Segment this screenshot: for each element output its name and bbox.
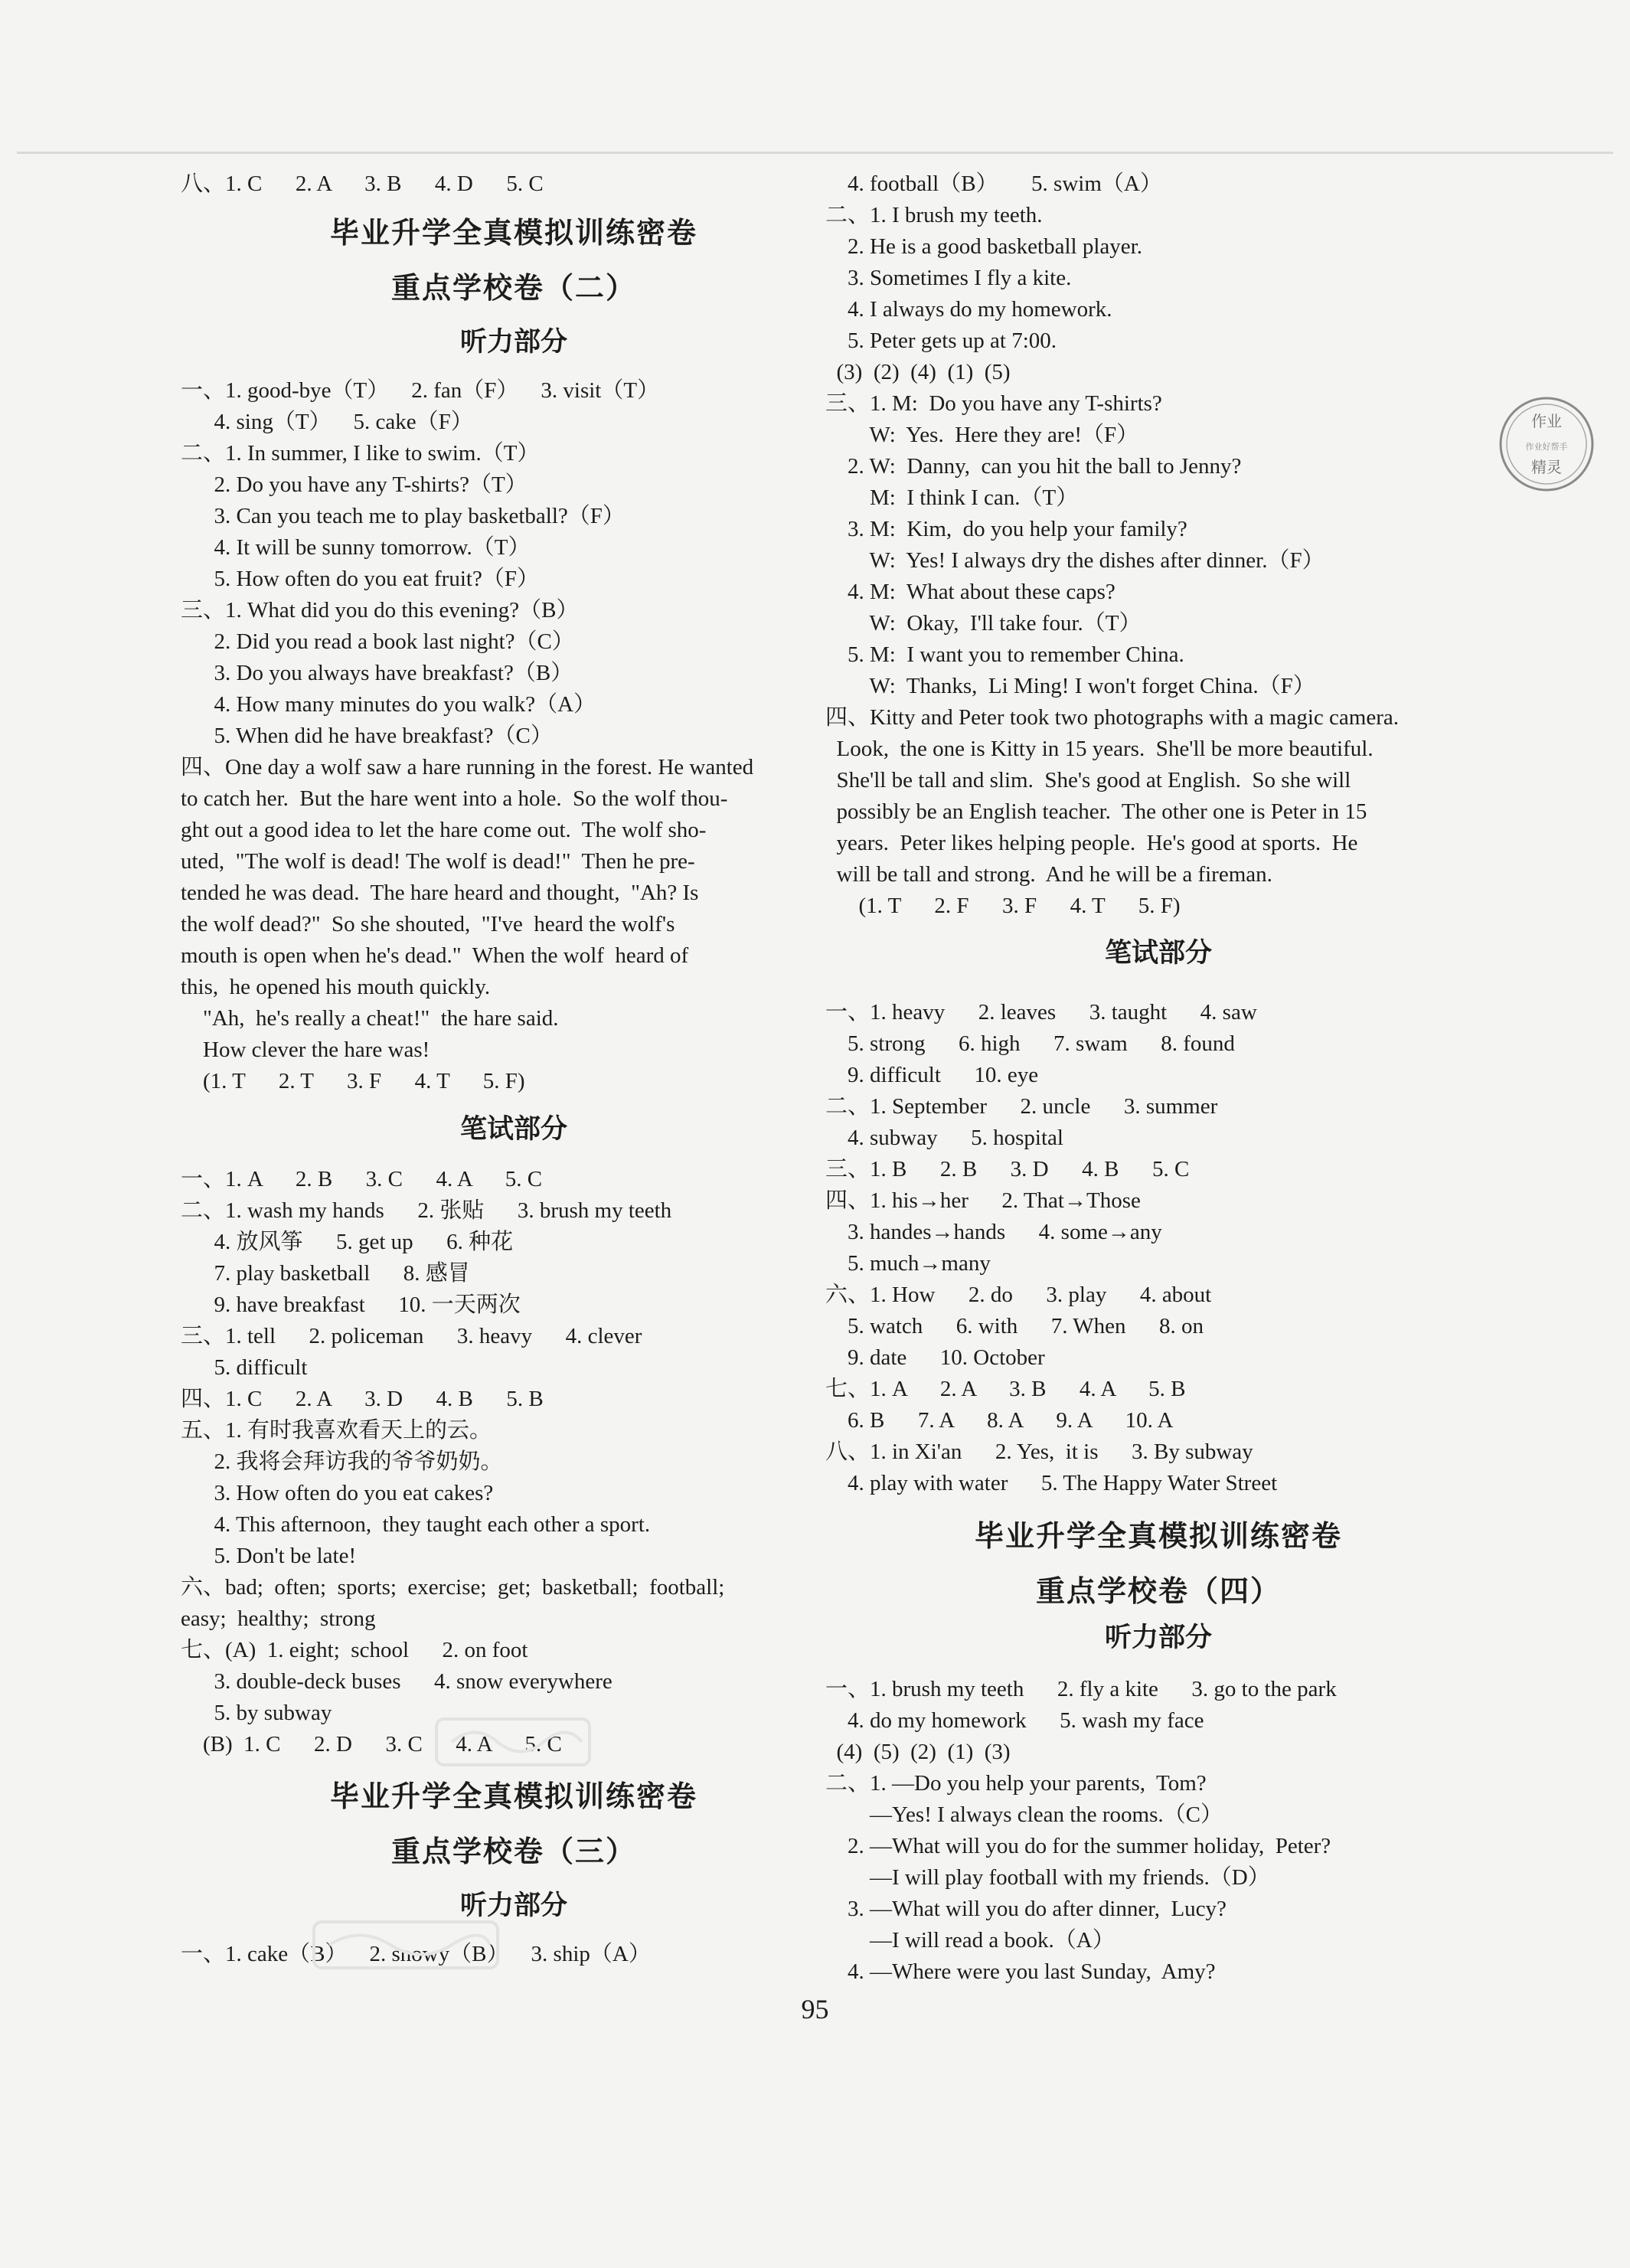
answer-line: 三、1. M: Do you have any T-shirts? bbox=[825, 391, 1162, 416]
answer-line: the wolf dead?" So she shouted, "I've heard the wolf's bbox=[181, 912, 675, 936]
answer-line: uted, "The wolf is dead! The wolf is dead!" Then he pre- bbox=[181, 849, 695, 874]
section-heading: 听力部分 bbox=[459, 1891, 567, 1921]
answer-line: 三、1. tell 2. policeman 3. heavy 4. clever bbox=[181, 1324, 642, 1348]
watermark-icon bbox=[429, 1711, 597, 1773]
answer-line: 3. Do you always have breakfast?（B） bbox=[181, 661, 573, 685]
exam-subtitle: 重点学校卷（四） bbox=[1035, 1574, 1281, 1608]
answer-line: (B) 1. C 2. D 3. C 4. A 5. C bbox=[181, 1732, 562, 1757]
answer-line: M: I think I can.（T） bbox=[825, 485, 1079, 510]
answer-line: 4. M: What about these caps? bbox=[825, 580, 1116, 604]
answer-line: 4. do my homework 5. wash my face bbox=[825, 1708, 1204, 1733]
answer-line: 4. 放风筝 5. get up 6. 种花 bbox=[181, 1230, 514, 1254]
answer-line: 5. difficult bbox=[181, 1355, 308, 1380]
answer-line: (4) (5) (2) (1) (3) bbox=[825, 1740, 1011, 1764]
answer-line: 八、1. in Xi'an 2. Yes, it is 3. By subway bbox=[825, 1440, 1253, 1464]
answer-line: 4. How many minutes do you walk?（A） bbox=[181, 692, 596, 717]
answer-line: 3. handes→hands 4. some→any bbox=[825, 1220, 1162, 1244]
answer-line: Look, the one is Kitty in 15 years. She'll be more beautiful. bbox=[825, 737, 1374, 761]
answer-line: this, he opened his mouth quickly. bbox=[181, 975, 491, 999]
answer-line: 一、1. cake（B） 2. snowy（B） 3. ship（A） bbox=[181, 1942, 651, 1966]
answer-line: 二、1. In summer, I like to swim.（T） bbox=[181, 441, 540, 466]
answer-line: 4. subway 5. hospital bbox=[825, 1126, 1063, 1150]
answer-line: —Yes! I always clean the rooms.（C） bbox=[825, 1802, 1223, 1827]
answer-line: 七、(A) 1. eight; school 2. on foot bbox=[181, 1638, 528, 1662]
answer-line: 5. Peter gets up at 7:00. bbox=[825, 328, 1057, 353]
answer-line: 四、1. his→her 2. That→Those bbox=[825, 1188, 1141, 1213]
answer-line: W: Yes. Here they are!（F） bbox=[825, 423, 1139, 447]
answer-line: 七、1. A 2. A 3. B 4. A 5. B bbox=[825, 1377, 1186, 1401]
answer-line: 3. How often do you eat cakes? bbox=[181, 1481, 494, 1505]
answer-line: 4. I always do my homework. bbox=[825, 297, 1112, 322]
answer-line: ght out a good idea to let the hare come out. The wolf sho- bbox=[181, 818, 707, 842]
exam-title: 毕业升学全真模拟训练密卷 bbox=[329, 216, 697, 250]
answer-line: 四、1. C 2. A 3. D 4. B 5. B bbox=[181, 1387, 544, 1411]
answer-line: 二、1. September 2. uncle 3. summer bbox=[825, 1094, 1218, 1119]
answer-line: She'll be tall and slim. She's good at English. So she will bbox=[825, 768, 1351, 792]
answer-line: 7. play basketball 8. 感冒 bbox=[181, 1261, 470, 1286]
answer-line: —I will read a book.（A） bbox=[825, 1928, 1115, 1953]
answer-line: 9. have breakfast 10. 一天两次 bbox=[181, 1292, 521, 1317]
answer-line: 4. —Where were you last Sunday, Amy? bbox=[825, 1959, 1216, 1984]
stamp-top-text: 作业 bbox=[1531, 412, 1562, 430]
exam-title: 毕业升学全真模拟训练密卷 bbox=[974, 1519, 1342, 1553]
answer-line: 4. sing（T） 5. cake（F） bbox=[181, 410, 473, 434]
section-heading: 听力部分 bbox=[459, 327, 567, 358]
answer-line: "Ah, he's really a cheat!" the hare said. bbox=[181, 1006, 559, 1031]
exam-title: 毕业升学全真模拟训练密卷 bbox=[329, 1779, 697, 1813]
exam-subtitle: 重点学校卷（二） bbox=[390, 271, 636, 305]
answer-line: (1. T 2. T 3. F 4. T 5. F) bbox=[181, 1069, 525, 1093]
answer-line: 5. How often do you eat fruit?（F） bbox=[181, 567, 539, 591]
answer-line: 3. double-deck buses 4. snow everywhere bbox=[181, 1669, 612, 1694]
answer-line: 3. Can you teach me to play basketball?（F） bbox=[181, 504, 625, 528]
answer-line: 4. This afternoon, they taught each other a sport. bbox=[181, 1512, 651, 1537]
answer-line: 四、Kitty and Peter took two photographs with a magic camera. bbox=[825, 705, 1399, 730]
answer-line: 三、1. What did you do this evening?（B） bbox=[181, 598, 579, 623]
answer-line: W: Okay, I'll take four.（T） bbox=[825, 611, 1142, 636]
answer-line: 4. It will be sunny tomorrow.（T） bbox=[181, 535, 531, 560]
answer-line: 5. watch 6. with 7. When 8. on bbox=[825, 1314, 1204, 1338]
section-heading: 笔试部分 bbox=[459, 1114, 567, 1145]
answer-line: 3. M: Kim, do you help your family? bbox=[825, 517, 1187, 541]
answer-line: —I will play football with my friends.（D） bbox=[825, 1865, 1270, 1890]
answer-line: 5. by subway bbox=[181, 1701, 332, 1725]
answer-line: 2. He is a good basketball player. bbox=[825, 234, 1142, 259]
answer-line: 六、1. How 2. do 3. play 4. about bbox=[825, 1283, 1212, 1307]
answer-line: 6. B 7. A 8. A 9. A 10. A bbox=[825, 1408, 1174, 1433]
answer-line: How clever the hare was! bbox=[181, 1038, 430, 1062]
answer-line: 一、1. good-bye（T） 2. fan（F） 3. visit（T） bbox=[181, 378, 660, 403]
answer-line: will be tall and strong. And he will be a fireman. bbox=[825, 862, 1272, 887]
answer-line: 3. Sometimes I fly a kite. bbox=[825, 266, 1072, 290]
answer-line: 2. Do you have any T-shirts?（T） bbox=[181, 472, 528, 497]
answer-line: 9. date 10. October bbox=[825, 1345, 1045, 1370]
answer-line: tended he was dead. The hare heard and thought, "Ah? Is bbox=[181, 881, 699, 905]
answer-line: 一、1. brush my teeth 2. fly a kite 3. go to the park bbox=[825, 1677, 1337, 1701]
answer-line: 5. strong 6. high 7. swam 8. found bbox=[825, 1031, 1235, 1056]
header-rule bbox=[17, 152, 1613, 154]
answer-line: 六、bad; often; sports; exercise; get; basketball; football; bbox=[181, 1575, 725, 1600]
stamp-logo-icon bbox=[1497, 394, 1596, 494]
answer-line: 5. When did he have breakfast?（C） bbox=[181, 724, 553, 748]
section-heading: 笔试部分 bbox=[1104, 938, 1212, 969]
answer-line: 3. —What will you do after dinner, Lucy? bbox=[825, 1897, 1227, 1921]
answer-line: 五、1. 有时我喜欢看天上的云。 bbox=[181, 1418, 492, 1443]
answer-line: 二、1. wash my hands 2. 张贴 3. brush my teeth bbox=[181, 1198, 672, 1223]
stamp-middle-text: 作业好帮手 bbox=[1525, 442, 1568, 452]
answer-line: (3) (2) (4) (1) (5) bbox=[825, 360, 1011, 384]
answer-line: 2. —What will you do for the summer holiday, Peter? bbox=[825, 1834, 1331, 1858]
page-number: 95 bbox=[801, 1994, 829, 2025]
section-heading: 听力部分 bbox=[1104, 1623, 1212, 1653]
answer-line: 八、1. C 2. A 3. B 4. D 5. C bbox=[181, 172, 544, 196]
answer-line: 一、1. heavy 2. leaves 3. taught 4. saw bbox=[825, 1000, 1257, 1025]
answer-line: 4. football（B） 5. swim（A） bbox=[825, 172, 1162, 196]
answer-line: easy; healthy; strong bbox=[181, 1606, 376, 1631]
answer-line: possibly be an English teacher. The other one is Peter in 15 bbox=[825, 799, 1367, 824]
answer-line: (1. T 2. F 3. F 4. T 5. F) bbox=[825, 894, 1181, 918]
answer-line: 三、1. B 2. B 3. D 4. B 5. C bbox=[825, 1157, 1190, 1181]
stamp-bottom-text: 精灵 bbox=[1531, 458, 1562, 476]
answer-line: 一、1. A 2. B 3. C 4. A 5. C bbox=[181, 1167, 543, 1191]
answer-line: 4. play with water 5. The Happy Water Street bbox=[825, 1471, 1278, 1495]
answer-line: mouth is open when he's dead." When the wolf heard of bbox=[181, 943, 689, 968]
answer-line: to catch her. But the hare went into a hole. So the wolf thou- bbox=[181, 786, 728, 811]
answer-line: 2. 我将会拜访我的爷爷奶奶。 bbox=[181, 1449, 503, 1474]
answer-line: 5. much→many bbox=[825, 1251, 991, 1276]
exam-subtitle: 重点学校卷（三） bbox=[390, 1835, 636, 1868]
answer-line: 二、1. I brush my teeth. bbox=[825, 203, 1043, 227]
answer-line: 5. M: I want you to remember China. bbox=[825, 642, 1184, 667]
answer-line: 2. W: Danny, can you hit the ball to Jenny? bbox=[825, 454, 1242, 479]
answer-line: years. Peter likes helping people. He's good at sports. He bbox=[825, 831, 1358, 855]
watermark-icon bbox=[306, 1914, 505, 1976]
answer-line: 四、One day a wolf saw a hare running in the forest. He wanted bbox=[181, 755, 754, 779]
answer-line: W: Yes! I always dry the dishes after dinner.（F） bbox=[825, 548, 1325, 573]
answer-line: W: Thanks, Li Ming! I won't forget China.（F） bbox=[825, 674, 1315, 698]
answer-line: 二、1. —Do you help your parents, Tom? bbox=[825, 1771, 1207, 1796]
answer-line: 2. Did you read a book last night?（C） bbox=[181, 629, 574, 654]
answer-line: 5. Don't be late! bbox=[181, 1544, 357, 1568]
answer-line: 9. difficult 10. eye bbox=[825, 1063, 1039, 1087]
